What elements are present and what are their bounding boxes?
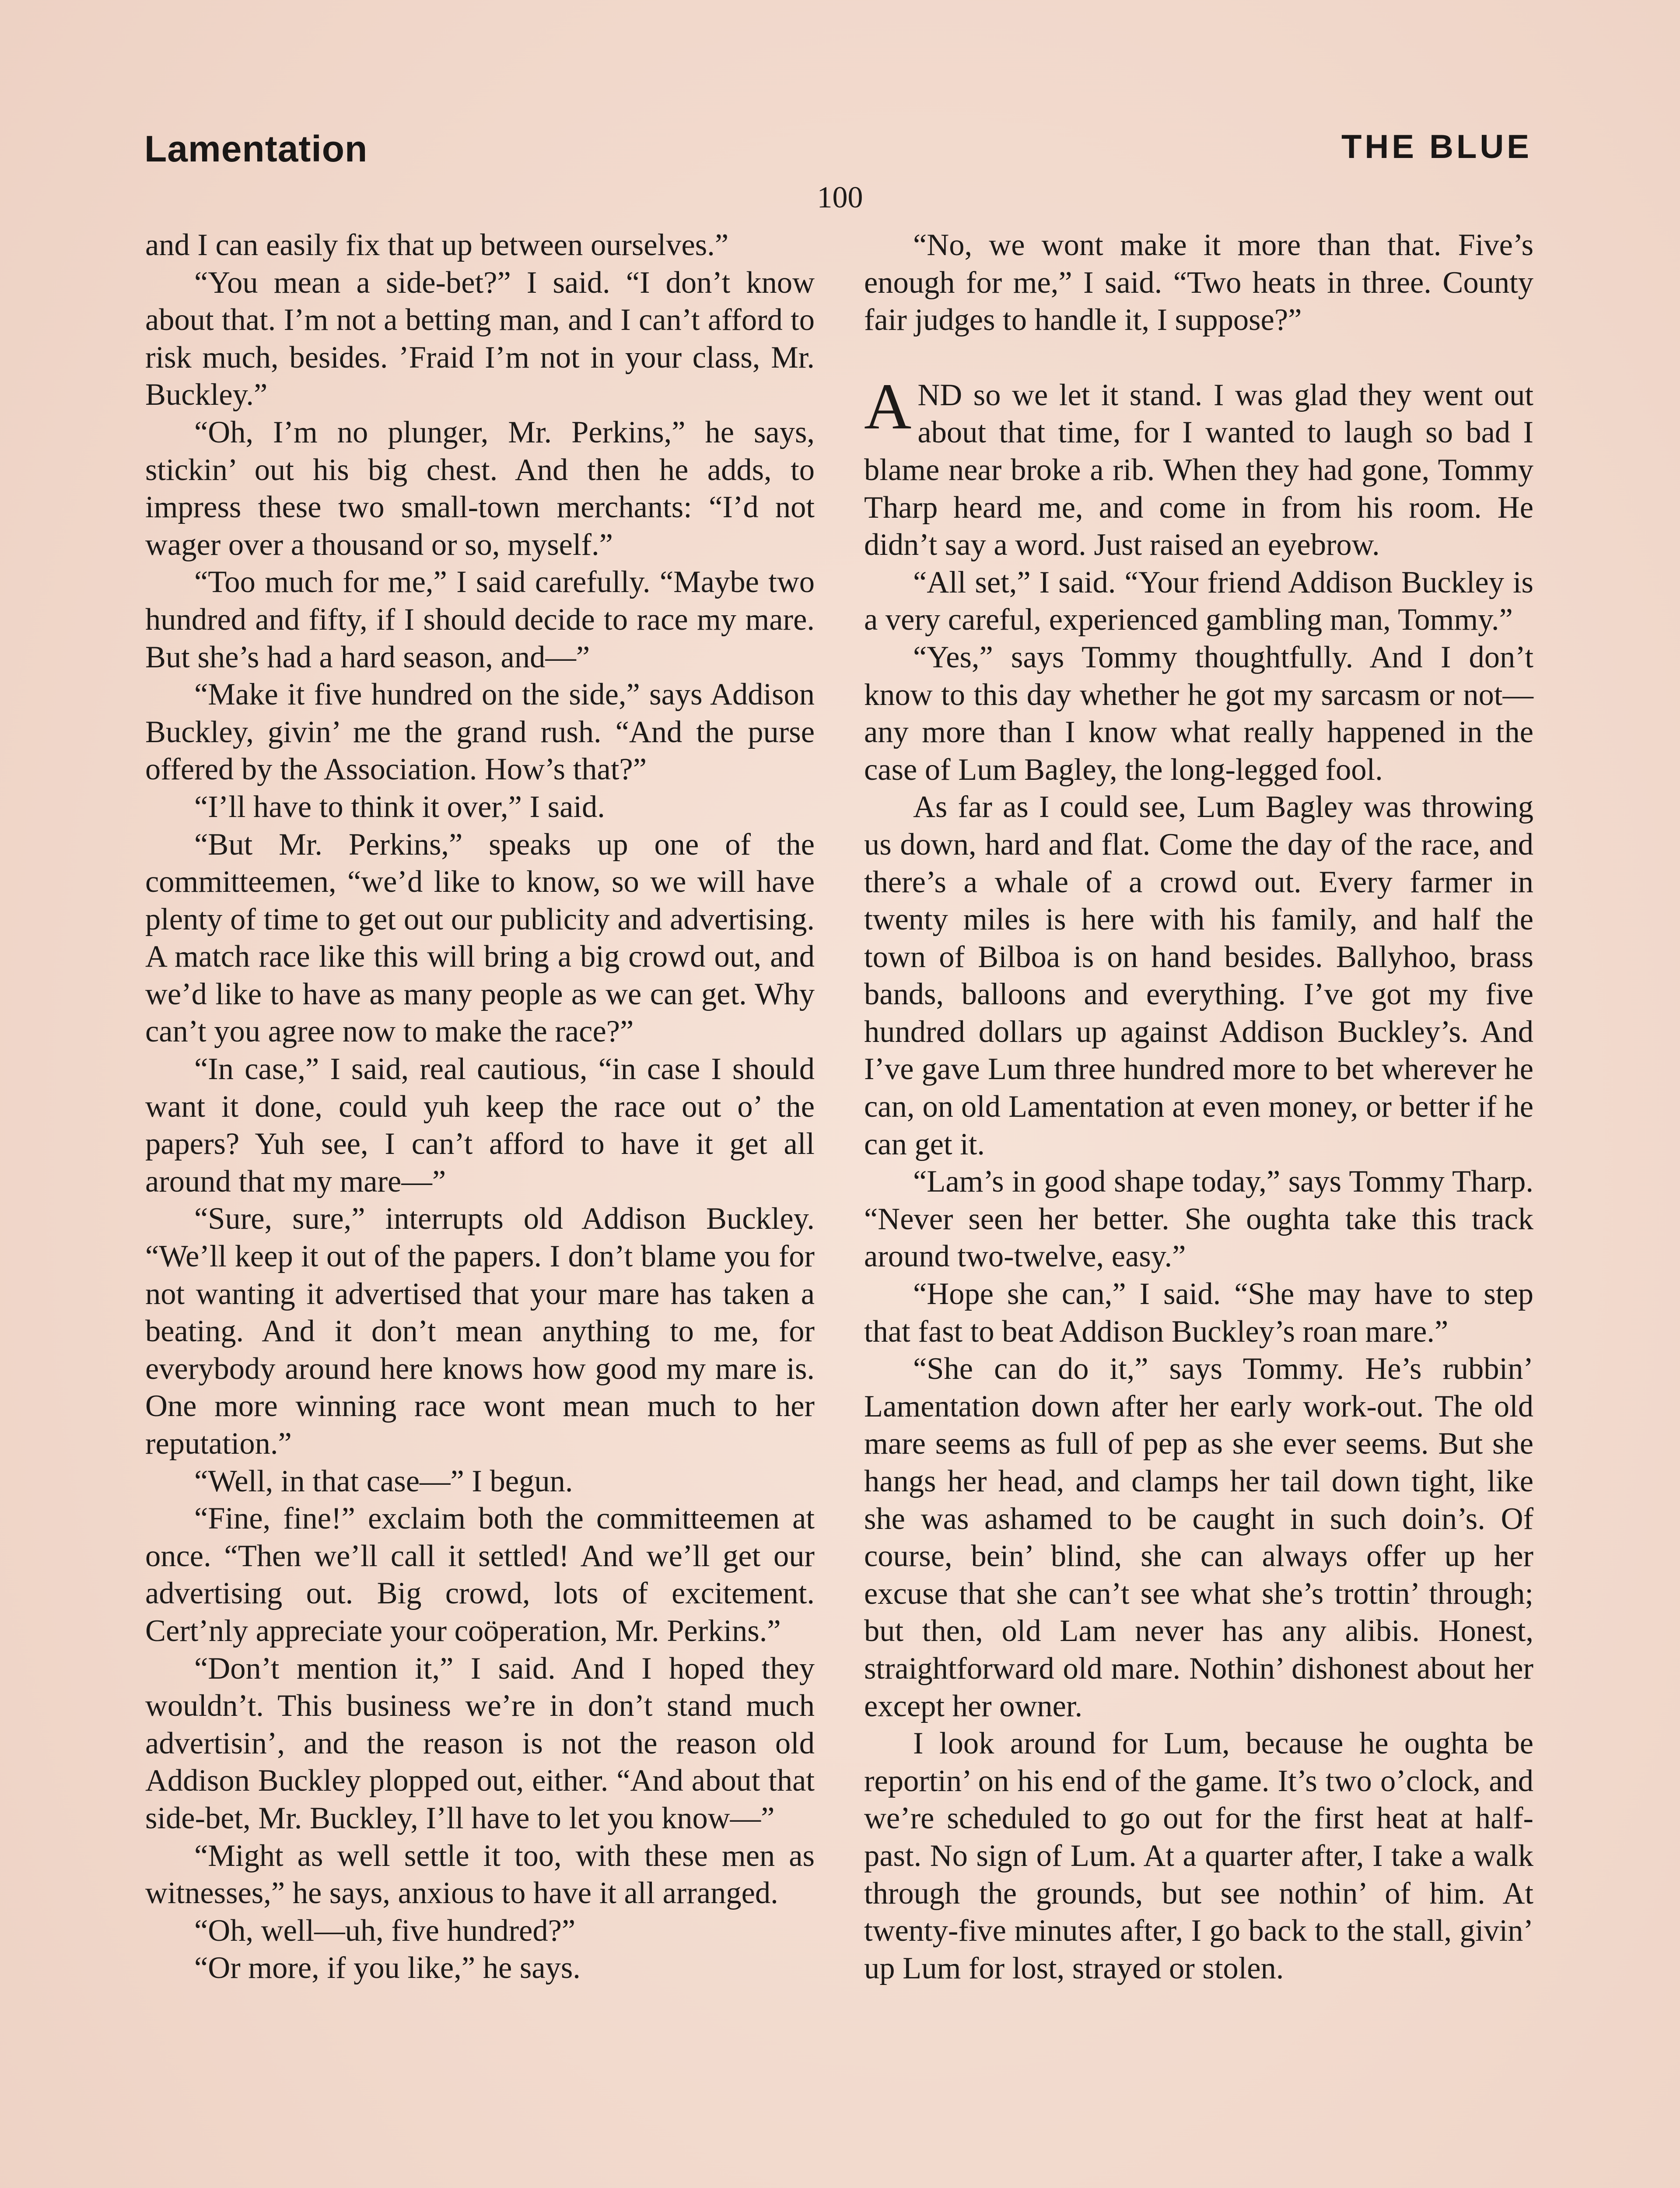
paragraph: “Don’t mention it,” I said. And I hoped they wouldn’t. This business we’re in don’t stand much advertisin’, and the reason is not the reason old Addison Buckley plopped out, either. “And about that side-bet, Mr. Buckley, I’ll have to let you know—” (145, 1651, 815, 1835)
drop-cap-smallcaps: ND (917, 378, 962, 412)
drop-cap-text: so we let it stand. I was glad they went out about that time, for I wanted to laugh so bad I blame near broke a rib. When they had gone, Tommy Tharp heard me, and come in from his room. He didn’t say a word. Just raised an eyebrow. (864, 378, 1533, 562)
paragraph: “Well, in that case—” I begun. (194, 1464, 573, 1498)
paragraph: “She can do it,” says Tommy. He’s rubbin’ Lamentation down after her early work-out. The old mare seems as full of pep as she ever seems. But she hangs her head, and clamps her tail down tight, like she was ashamed to be caught in such doin’s. Of course, bein’ blind, she can always offer up her excuse that she can’t see what she’s trottin’ through; but then, old Lam never has any alibis. Honest, straightforward old mare. Nothin’ dishonest about her except her owner. (864, 1352, 1533, 1723)
paragraph: “Sure, sure,” interrupts old Addison Buckley. “We’ll keep it out of the papers. I don’t blame you for not wanting it advertised that your mare has taken a beating. And it don’t mean anything to me, for everybody around here knows how good my mare is. One more winning race wont mean much to her reputation.” (145, 1202, 815, 1461)
paragraph: “Oh, I’m no plunger, Mr. Perkins,” he says, stickin’ out his big chest. And then he adds, to impress these two small-town merchants: “I’d not wager over a thousand or so, myself.” (145, 415, 815, 562)
paragraph: “Might as well settle it too, with these men as witnesses,” he says, anxious to have it all arranged. (145, 1838, 815, 1911)
paragraph: “In case,” I said, real cautious, “in case I should want it done, could yuh keep the race out o’ the papers? Yuh see, I can’t afford to have it get all around that my mare—” (145, 1052, 815, 1199)
page-number: 100 (817, 181, 863, 214)
paragraph: “Or more, if you like,” he says. (194, 1951, 581, 1985)
paragraph: “You mean a side-bet?” I said. “I don’t know about that. I’m not a betting man, and I can’t afford to risk much, besides. ’Fraid I’m not in your class, Mr. Buckley.” (145, 265, 815, 412)
magazine-title-header: THE BLUE (1341, 128, 1532, 165)
paragraph: “No, we wont make it more than that. Five’s enough for me,” I said. “Two heats in three. County fair judges to handle it, I suppose?” (864, 228, 1533, 337)
paragraph: As far as I could see, Lum Bagley was throwing us down, hard and flat. Come the day of the race, and there’s a whale of a crowd out. Every farmer in twenty miles is here with his family, and half the town of Bilboa is on hand besides. Ballyhoo, brass bands, balloons and everything. I’ve got my five hundred dollars up against Addison Buckley’s. And I’ve gave Lum three hundred more to bet wherever he can, on old Lamentation at even money, or better if he can get it. (864, 790, 1533, 1161)
paragraph: and I can easily fix that up between ourselves.” (145, 228, 729, 262)
right-column (864, 227, 1533, 1987)
paragraph: “Lam’s in good shape today,” says Tommy Tharp. “Never seen her better. She oughta take this track around two-twelve, easy.” (864, 1164, 1533, 1274)
story-title-header: Lamentation (144, 128, 368, 169)
paragraph: “But Mr. Perkins,” speaks up one of the committeemen, “we’d like to know, so we will have plenty of time to get out our publicity and advertising. A match race like this will bring a big crowd out, and we’d like to have as many people as we can get. Why can’t you agree now to make the race?” (145, 827, 815, 1049)
drop-cap-paragraph (864, 370, 1533, 564)
paragraph: “Hope she can,” I said. “She may have to step that fast to beat Addison Buckley’s roan mare.” (864, 1277, 1533, 1349)
left-column (145, 227, 815, 1987)
drop-cap-letter: A (864, 370, 912, 443)
paragraph: “Oh, well—uh, five hundred?” (194, 1913, 576, 1948)
paragraph: “All set,” I said. “Your friend Addison Buckley is a very careful, experienced gambling man, Tommy.” (864, 565, 1533, 637)
paragraph: “Fine, fine!” exclaim both the committeemen at once. “Then we’ll call it settled! And we’ll get our advertising out. Big crowd, lots of excitement. Cert’nly appreciate your coöperation, Mr. Perkins.” (145, 1501, 815, 1648)
paragraph: “Make it five hundred on the side,” says Addison Buckley, givin’ me the grand rush. “And the purse offered by the Association. How’s that?” (145, 677, 815, 787)
paragraph: I look around for Lum, because he oughta be reportin’ on his end of the game. It’s two o’clock, and we’re scheduled to go out for the first heat at half-past. No sign of Lum. At a quarter after, I take a walk through the grounds, but see nothin’ of him. At twenty-five minutes after, I go back to the stall, givin’ up Lum for lost, strayed or stolen. (864, 1726, 1533, 1985)
paragraph: “Yes,” says Tommy thoughtfully. And I don’t know to this day whether he got my sarcasm or not—any more than I know what really happened in the case of Lum Bagley, the long-legged fool. (864, 640, 1533, 787)
paragraph: “I’ll have to think it over,” I said. (194, 789, 605, 824)
paragraph: “Too much for me,” I said carefully. “Maybe two hundred and fifty, if I should decide to race my mare. But she’s had a hard season, and—” (145, 565, 815, 674)
